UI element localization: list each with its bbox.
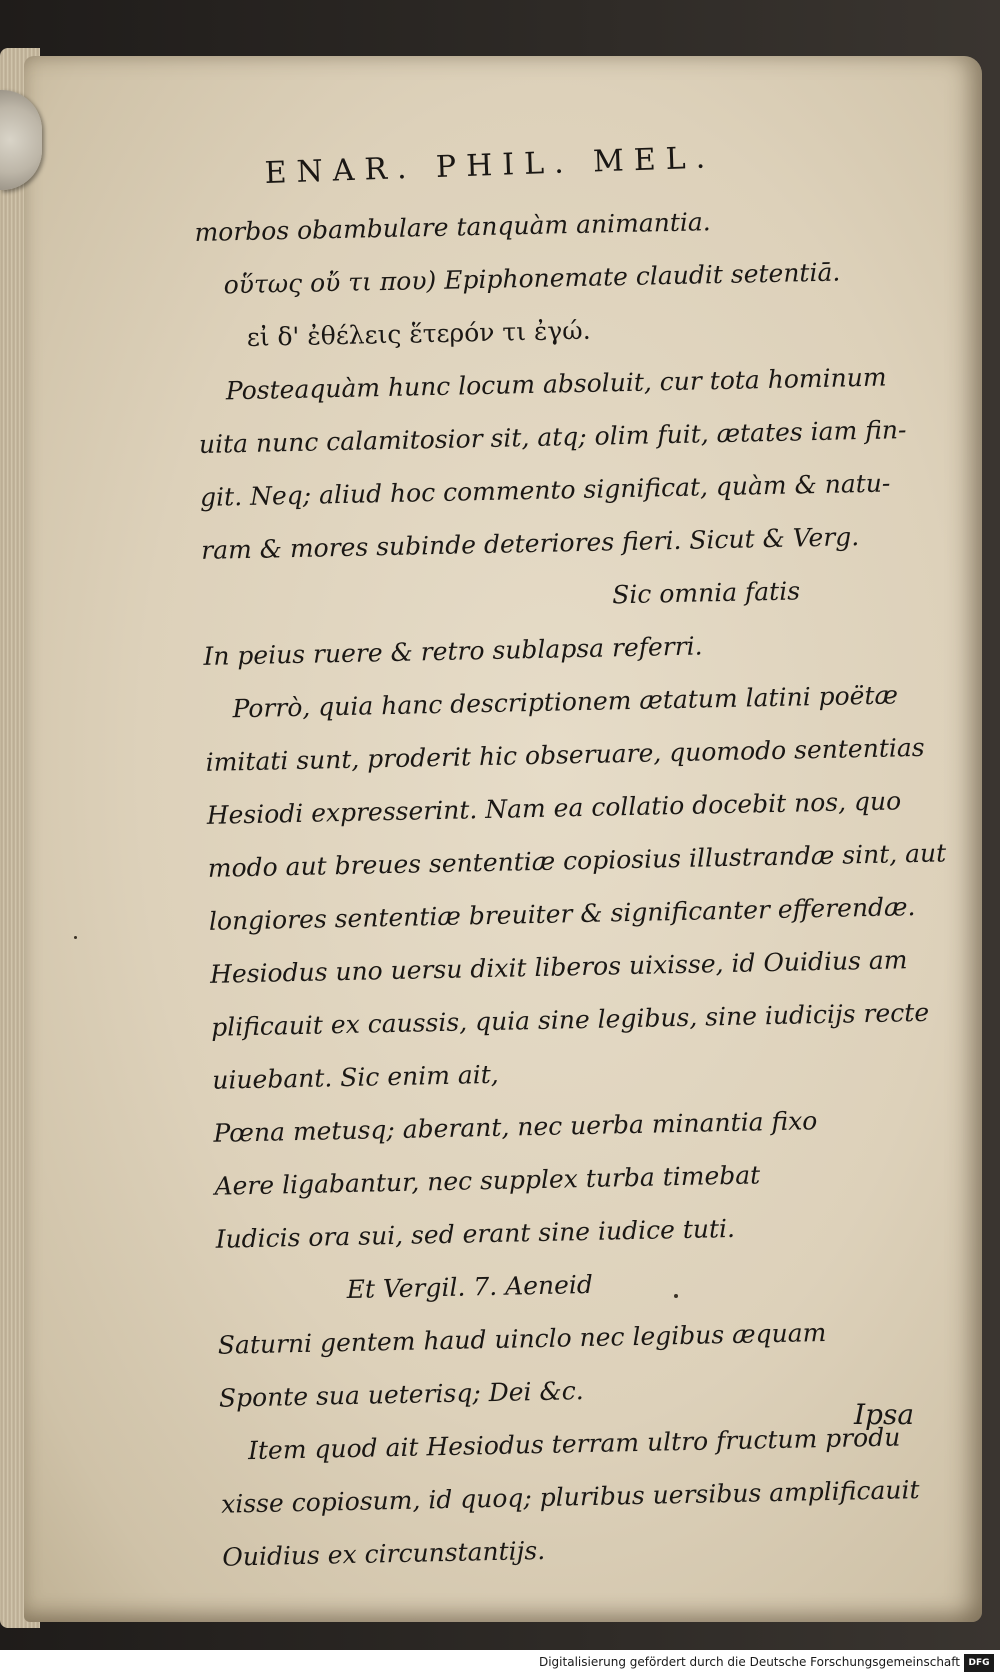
footer-bar <box>0 1650 1000 1678</box>
text-line: Pœna metusq; aberant, nec uerba minantia fixo <box>213 1106 818 1148</box>
text-line: Porrò, quia hanc descriptionem ætatum latini poëtæ <box>232 680 899 724</box>
text-line: modo aut breues sententiæ copiosius illustrandæ sint, aut <box>207 838 947 883</box>
text-line: Sic omnia fatis <box>611 576 801 610</box>
running-head: ENAR. PHIL. MEL. <box>264 140 716 191</box>
text-line-greek: εἰ δ' ἐθέλεις ἕτερόν τι ἐγώ. <box>246 315 591 352</box>
text-line: Hesiodi expresserint. Nam ea collatio docebit nos, quo <box>206 786 902 830</box>
text-line: οὕτως οὔ τι που) Epiphonemate claudit setentiā. <box>223 257 841 300</box>
text-line: Et Vergil. 7. Aeneid <box>346 1269 594 1305</box>
text-line: Iudicis ora sui, sed erant sine iudice tuti. <box>215 1213 736 1254</box>
page-text-block <box>194 190 983 1584</box>
footer-credit: Digitalisierung gefördert durch die Deutsche Forschungsgemeinschaft <box>538 1655 960 1669</box>
text-line: uita nunc calamitosior sit, atq; olim fuit, ætates iam fin- <box>198 415 907 459</box>
text-line: Item quod ait Hesiodus terram ultro fructum produ <box>247 1422 901 1466</box>
text-line: ram & mores subinde deteriores fieri. Sicut & Verg. <box>200 522 860 565</box>
text-line: Hesiodus uno uersu dixit liberos uixisse, id Ouidius am <box>209 945 908 989</box>
text-line: xisse copiosum, id quoq; pluribus uersibus amplificauit <box>220 1475 920 1519</box>
text-line: imitati sunt, proderit hic obseruare, quomodo sententias <box>205 732 925 777</box>
text-line: uiuebant. Sic enim ait, <box>212 1059 500 1095</box>
ink-speck <box>74 936 77 939</box>
text-line: morbos obambulare tanquàm animantia. <box>194 207 711 247</box>
catchword: Ipsa <box>854 1398 915 1431</box>
text-line: plificauit ex caussis, quia sine legibus, sine iudicijs recte <box>210 997 930 1042</box>
book-page <box>24 56 982 1622</box>
text-line: git. Neq; aliud hoc commento significat, quàm & natu- <box>199 468 891 512</box>
text-line: Saturni gentem haud uinclo nec legibus æquam <box>217 1318 827 1360</box>
text-line: Sponte sua ueterisq; Dei &c. <box>218 1376 584 1413</box>
text-line: longiores sententiæ breuiter & significanter efferendæ. <box>208 892 916 936</box>
text-line: In peius ruere & retro sublapsa referri. <box>203 631 703 671</box>
dfg-logo: DFG <box>964 1654 994 1672</box>
text-line: Aere ligabantur, nec supplex turba timebat <box>214 1160 761 1201</box>
ink-speck <box>674 1294 678 1298</box>
text-line: Ouidius ex circunstantijs. <box>222 1535 546 1572</box>
text-line: Posteaquàm hunc locum absoluit, cur tota hominum <box>225 362 887 406</box>
